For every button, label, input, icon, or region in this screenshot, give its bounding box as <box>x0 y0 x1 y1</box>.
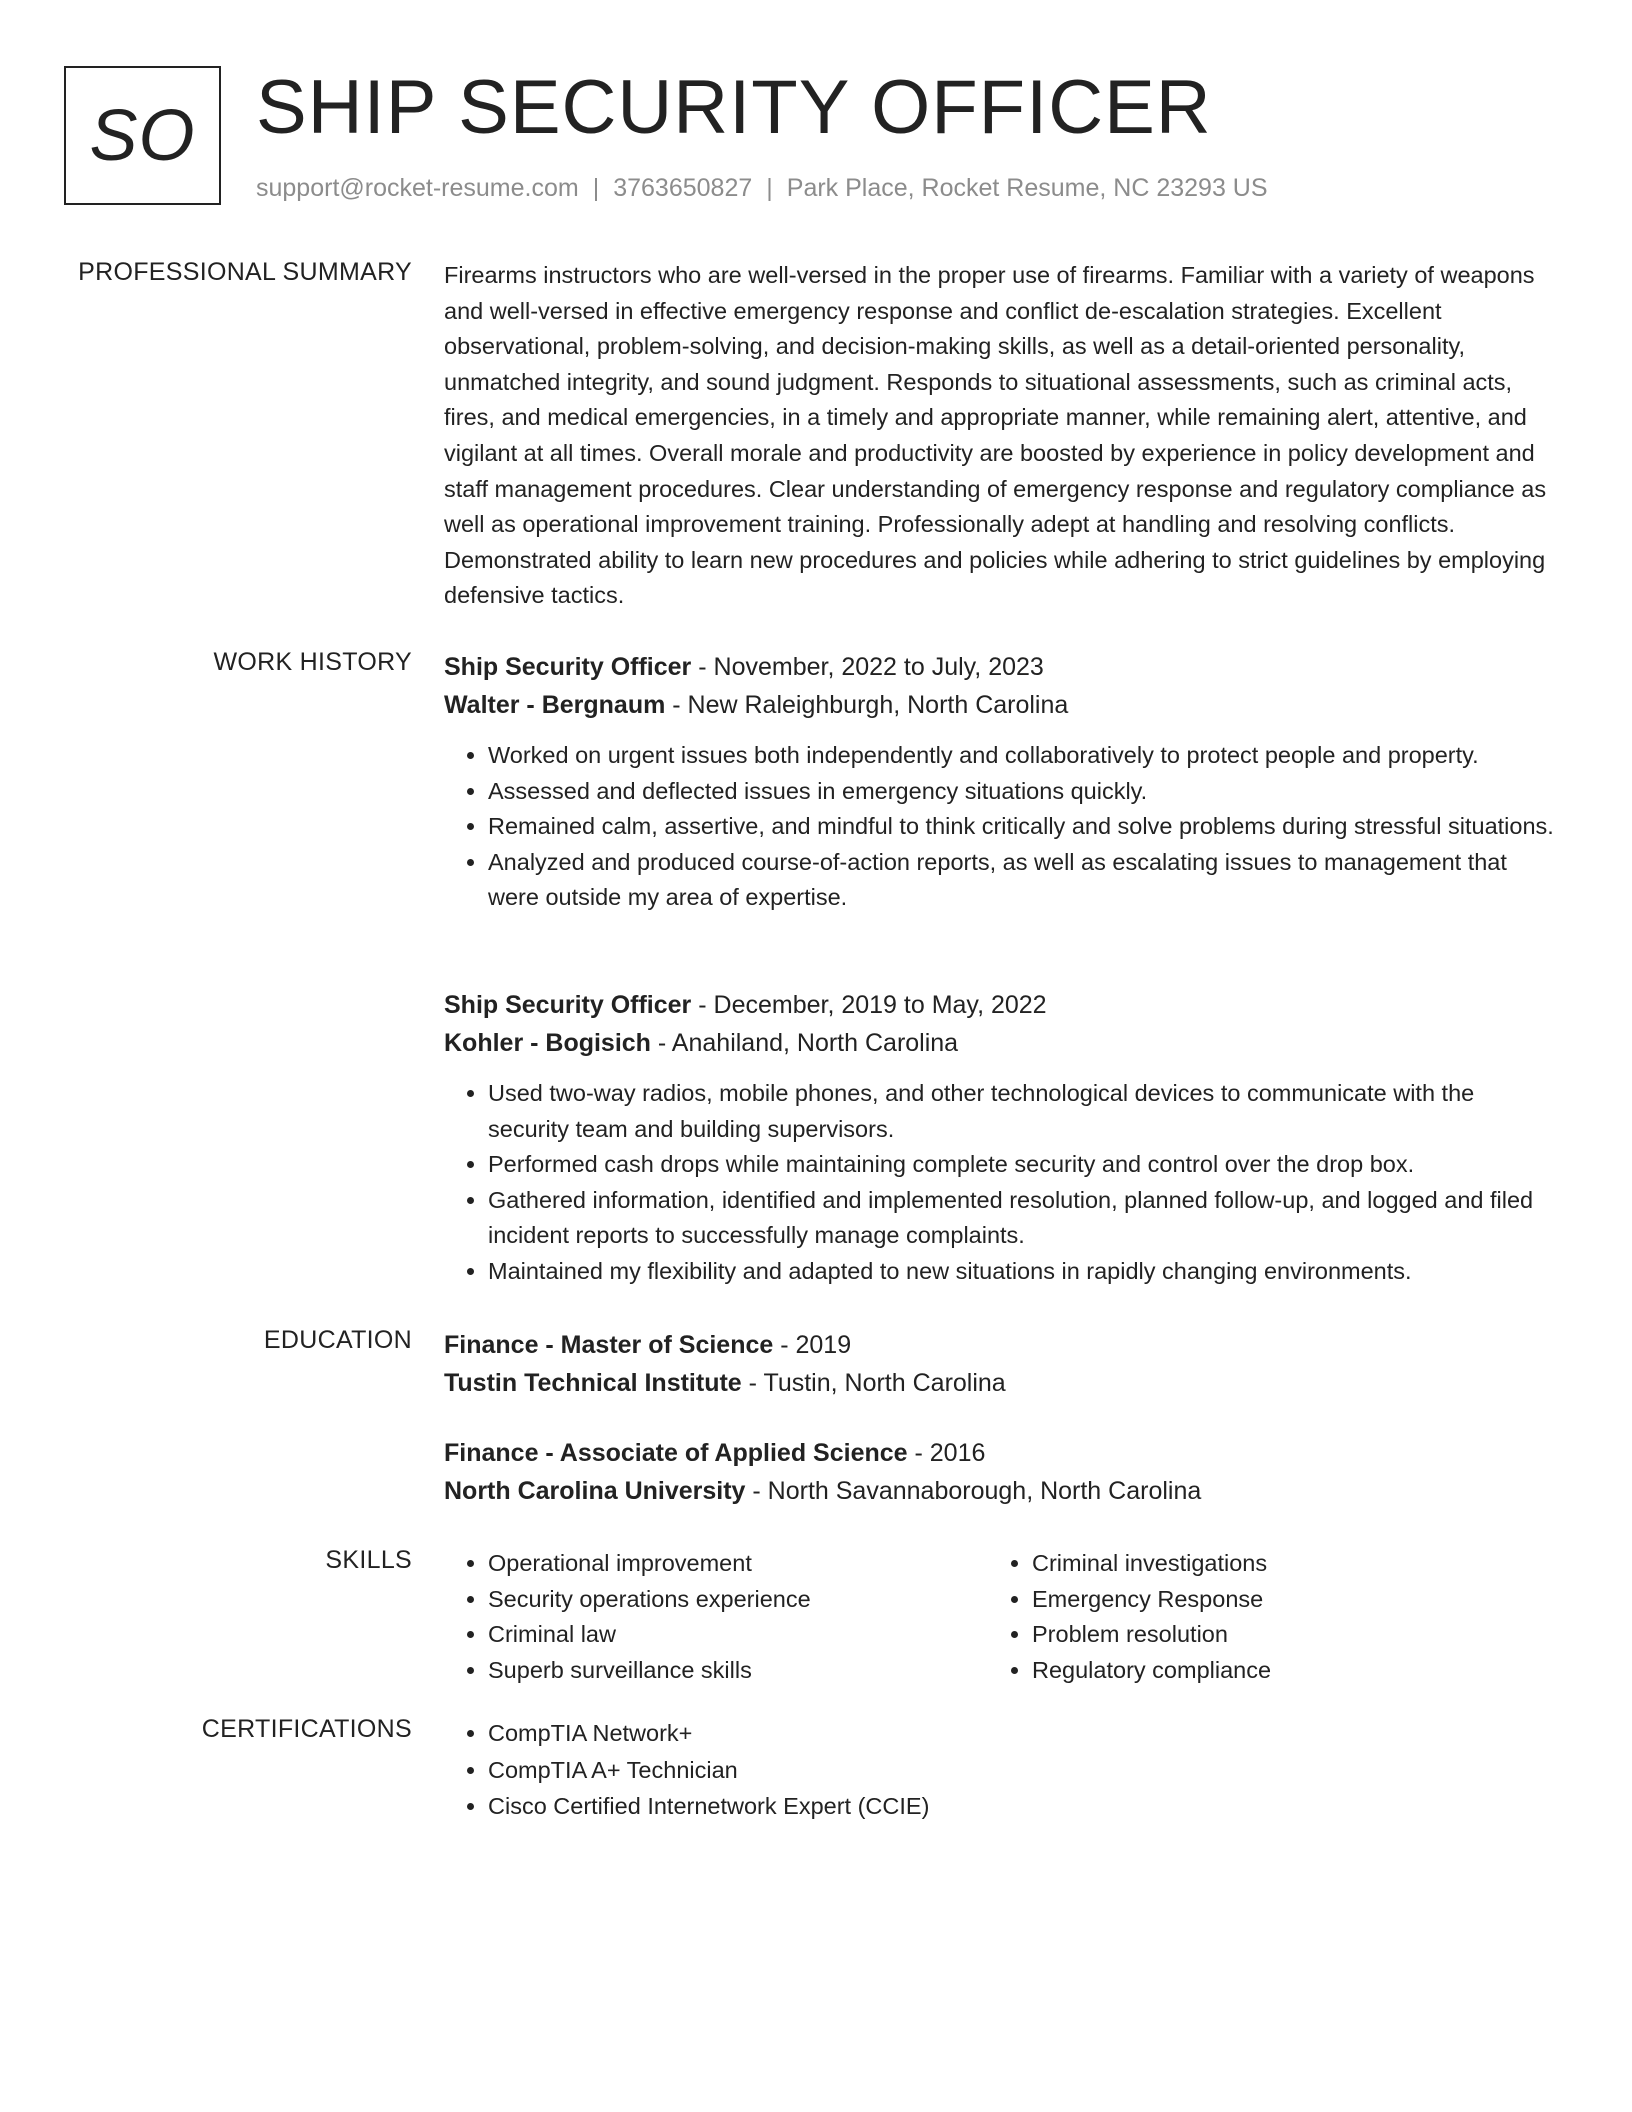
degree-year: - 2016 <box>907 1439 986 1467</box>
school-name: Tustin Technical Institute <box>444 1369 742 1397</box>
contact-email: support@rocket-resume.com <box>256 174 579 202</box>
job-company-line <box>444 686 1554 724</box>
job-bullets <box>444 738 1554 916</box>
list-item: • Problem resolution <box>1032 1617 1532 1653</box>
list-item: • Remained calm, assertive, and mindful to think critically and solve problems during stressful situations. <box>488 809 1554 845</box>
school-location: - North Savannaborough, North Carolina <box>745 1477 1202 1505</box>
skills-body <box>444 1546 1554 1688</box>
contact-address: Park Place, Rocket Resume, NC 23293 US <box>786 174 1268 202</box>
job-company: Kohler - Bogisich <box>444 1029 651 1057</box>
list-item: • Analyzed and produced course-of-action reports, as well as escalating issues to management that were outside my area of expertise. <box>488 845 1554 916</box>
list-item: • CompTIA A+ Technician <box>488 1752 1554 1789</box>
degree-name: Finance - Master of Science <box>444 1331 774 1359</box>
list-item: • Assessed and deflected issues in emergency situations quickly. <box>488 774 1554 810</box>
education-entry <box>444 1326 1554 1402</box>
job-bullets <box>444 1076 1554 1290</box>
list-item: • Performed cash drops while maintaining complete security and control over the drop box. <box>488 1147 1554 1183</box>
degree-line <box>444 1326 1554 1364</box>
list-item: • Used two-way radios, mobile phones, and other technological devices to communicate with the security team and building supervisors. <box>488 1076 1554 1147</box>
job-entry <box>444 986 1554 1290</box>
list-item: • Criminal investigations <box>1032 1546 1532 1582</box>
job-title: Ship Security Officer <box>444 653 692 681</box>
degree-year: - 2019 <box>773 1331 852 1359</box>
school-location: - Tustin, North Carolina <box>741 1369 1006 1397</box>
section-label-summary: PROFESSIONAL SUMMARY <box>78 258 412 286</box>
list-item: • Gathered information, identified and implemented resolution, planned follow-up, and logged and filed incident reports to successfully manage complaints. <box>488 1183 1554 1254</box>
job-title: Ship Security Officer <box>444 991 692 1019</box>
school-name: North Carolina University <box>444 1477 746 1505</box>
section-label-work: WORK HISTORY <box>213 648 412 676</box>
contact-separator: | <box>766 174 773 202</box>
certifications-list <box>444 1715 1554 1825</box>
job-company: Walter - Bergnaum <box>444 691 666 719</box>
education-entry <box>444 1434 1554 1510</box>
section-label-skills: SKILLS <box>325 1546 412 1574</box>
degree-line <box>444 1434 1554 1472</box>
skills-grid <box>444 1546 1554 1688</box>
list-item: • Maintained my flexibility and adapted to new situations in rapidly changing environments. <box>488 1254 1554 1290</box>
skills-column-2 <box>988 1546 1532 1688</box>
section-label-education: EDUCATION <box>263 1326 412 1354</box>
monogram-box: SO <box>64 66 221 205</box>
degree-name: Finance - Associate of Applied Science <box>444 1439 908 1467</box>
job-dates: - November, 2022 to July, 2023 <box>691 653 1044 681</box>
list-item: • Regulatory compliance <box>1032 1653 1532 1689</box>
list-item: • Emergency Response <box>1032 1582 1532 1618</box>
summary-body <box>444 258 1554 614</box>
list-item: • Cisco Certified Internetwork Expert (CCIE) <box>488 1788 1554 1825</box>
school-line <box>444 1472 1554 1510</box>
job-location: - Anahiland, North Carolina <box>650 1029 959 1057</box>
certifications-body <box>444 1715 1554 1825</box>
list-item: • Security operations experience <box>488 1582 988 1618</box>
job-dates: - December, 2019 to May, 2022 <box>691 991 1047 1019</box>
job-title-line <box>444 986 1554 1024</box>
school-line <box>444 1364 1554 1402</box>
contact-line <box>256 174 1268 203</box>
contact-separator: | <box>592 174 600 202</box>
resume-title: SHIP SECURITY OFFICER <box>256 65 1212 150</box>
list-item: • Worked on urgent issues both independently and collaboratively to protect people and property. <box>488 738 1554 774</box>
contact-phone: 3763650827 <box>613 174 753 202</box>
list-item: • Criminal law <box>488 1617 988 1653</box>
summary-text: Firearms instructors who are well-versed in the proper use of firearms. Familiar with a variety of weapons and well-versed in effective emergency response and conflict de-escalation strategies. Excellent observational, problem-solving, and decision-making skills, as well as a detail-oriented personality, unmatched integrity, and sound judgment. Responds to situational assessments, such as criminal acts, fires, and medical emergencies, in a timely and appropriate manner, while remaining alert, attentive, and vigilant at all times. Overall morale and productivity are boosted by experience in policy development and staff management procedures. Clear understanding of emergency response and regulatory compliance as well as operational improvement training. Professionally adept at handling and resolving conflicts. Demonstrated ability to learn new procedures and policies while adhering to strict guidelines by employing defensive tactics. <box>444 262 1547 609</box>
job-entry <box>444 648 1554 916</box>
job-title-line <box>444 648 1554 686</box>
list-item: • Operational improvement <box>488 1546 988 1582</box>
list-item: • Superb surveillance skills <box>488 1653 988 1689</box>
list-item: • CompTIA Network+ <box>488 1715 1554 1752</box>
skills-column-1 <box>444 1546 988 1688</box>
job-company-line <box>444 1024 1554 1062</box>
job-location: - New Raleighburgh, North Carolina <box>665 691 1069 719</box>
resume-header <box>64 66 1564 216</box>
education-body <box>444 1326 1554 1542</box>
section-label-certifications: CERTIFICATIONS <box>201 1715 412 1743</box>
